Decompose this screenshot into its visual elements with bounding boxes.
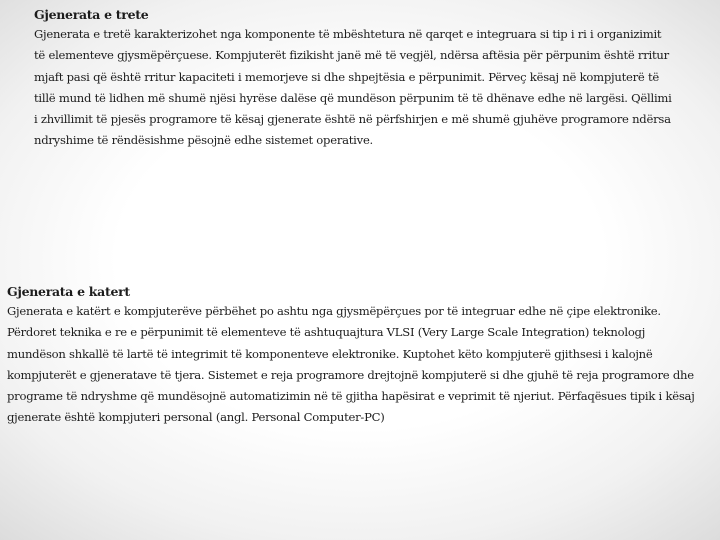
section-fourth-generation [7, 282, 695, 429]
section-body: Gjenerata e tretë karakterizohet nga komponente të mbështetura në qarqet e integruara si tip i ri i organizimit të elementeve gjysmëpërçuese. Kompjuterët fizikisht janë më të vegjël, ndërsa aftësia për përpunim është rritur mjaft pasi që është rritur kapaciteti i memorjeve si dhe shpejtësia e përpunimit. Përveç kësaj në kompjuterë të tillë mund të lidhen më shumë njësi hyrëse dalëse që mundëson përpunim të të dhënave edhe në largësi. Qëllimi i zhvillimit të pjesës programore të kësaj gjenerate është në përfshirjen e më shumë gjuhëve programore ndërsa ndryshime të rëndësishme pësojnë edhe sistemet operative. [34, 27, 672, 148]
section-heading: Gjenerata e katert [7, 284, 130, 299]
section-body: Gjenerata e katërt e kompjuterëve përbëhet po ashtu nga gjysmëpërçues por të integruar edhe në çipe elektronike. Përdoret teknika e re e përpunimit të elementeve të ashtuquajtura VLSI (Very Large Scale Integration) teknologj mundëson shkallë të lartë të integrimit të komponenteve elektronike. Kuptohet këto kompjuterë gjithsesi i kalojnë kompjuterët e gjeneratave të tjera. Sistemet e reja programore drejtojnë kompjuterë si dhe gjuhë të reja programore dhe programe të ndryshme që mundësojnë automatizimin në të gjitha hapësirat e veprimit të njeriut. Përfaqësues tipik i kësaj gjenerate është kompjuteri personal (angl. Personal Computer-PC) [7, 304, 695, 425]
section-heading: Gjenerata e trete [34, 7, 149, 22]
section-third-generation [34, 5, 674, 152]
